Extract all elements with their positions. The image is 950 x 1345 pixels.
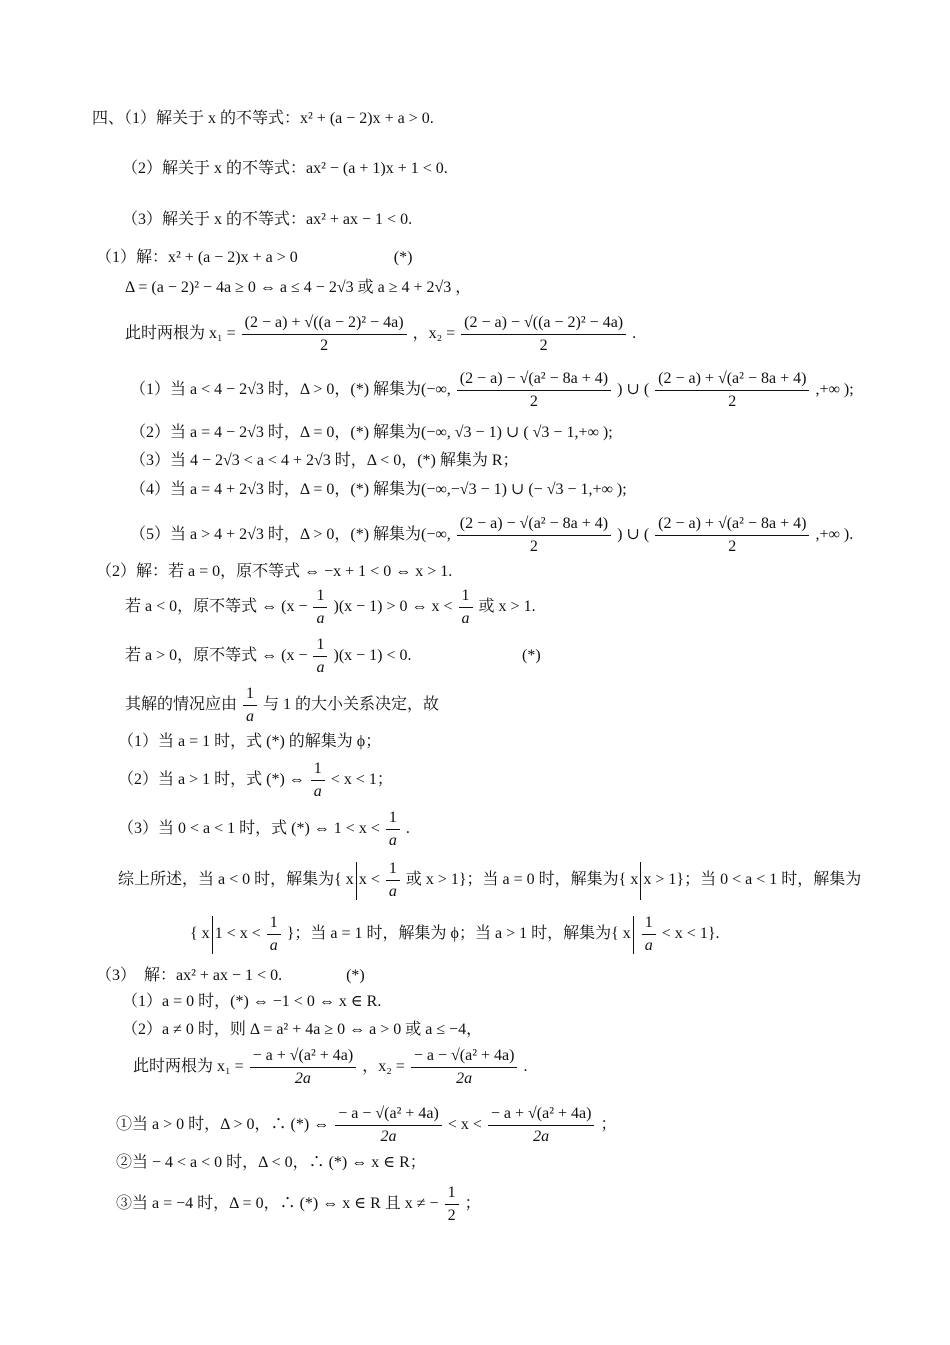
solution1-case2: （2）当 a = 4 − 2√3 时，Δ = 0，(*) 解集为(−∞, √3 − 1) ∪ ( √3 − 1,+∞ ); — [130, 424, 613, 441]
solution2-case2: （2）当 a > 1 时，式 (*) ⇔ $\frac{1}{a}$ < x < 1； — [118, 760, 393, 800]
solution1-case1: （1）当 a < 4 − 2√3 时，Δ > 0，(*) 解集为(−∞, $\frac{\text{(2 − a) − √(a² − 8a + 4)}}{2}$ ) ∪ ( $\frac{\text{(2 − a) + √(a² − 8a + 4)}}{2}$ ,+∞ ); — [130, 370, 854, 410]
solution1-roots: 此时两根为 x₁ = $\frac{\text{(2 − a) + √((a − 2)² − 4a)}}{2}$ ，x₂ = $\frac{\text{(2 − a) − √((a − 2)² − 4a)}}{2}$ . — [125, 312, 636, 357]
solution3-line1: （3） 解：ax² + ax − 1 < 0. (*) — [96, 967, 365, 984]
solution2-case3: （3）当 0 < a < 1 时，式 (*) ⇔ 1 < x < $\frac{1}{a}$ . — [118, 809, 410, 849]
problem-part-3: （3）解关于 x 的不等式：ax² + ax − 1 < 0. — [122, 211, 413, 228]
problem-heading: 四、（1）解关于 x 的不等式：x² + (a − 2)x + a > 0. — [92, 110, 434, 127]
solution2-summary2: { x 1 < x < $\frac{1}{a}$ }；当 a = 1 时，解集为 ϕ；当 a > 1 时，解集为{ x $\frac{1}{a}$ < x < 1}. — [190, 914, 720, 954]
solution1-case5: （5）当 a > 4 + 2√3 时，Δ > 0，(*) 解集为(−∞, $\frac{\text{(2 − a) − √(a² − 8a + 4)}}{2}$ ) ∪ ( $\frac{\text{(2 − a) + √(a² − 8a + 4)}}{2}$ ,+∞ ). — [130, 515, 854, 555]
root1-fraction: $\frac{\text{(2 − a) + √((a − 2)² − 4a)}}{2}$ — [242, 312, 407, 357]
solution1-case4: （4）当 a = 4 + 2√3 时，Δ = 0，(*) 解集为(−∞,−√3 − 1) ∪ (− √3 − 1,+∞ ); — [130, 481, 627, 498]
solution2-explanation: 其解的情况应由 $\frac{1}{a}$ 与 1 的大小关系决定，故 — [125, 685, 440, 725]
solution3-roots: 此时两根为 x₁ = $\frac{\text{− a + √(a² + 4a)}}{2a}$ ，x₂ = $\frac{\text{− a − √(a² + 4a)}}{2a}$ . — [133, 1047, 528, 1087]
solution3-case-nonzero: （2）a ≠ 0 时，则 Δ = a² + 4a ≥ 0 ⇔ a > 0 或 a ≤ −4， — [122, 1021, 483, 1038]
solution2-positive-a: 若 a > 0，原不等式 ⇔ (x − $\frac{1}{a}$ )(x − 1) < 0. — [125, 636, 412, 676]
solution2-negative-a: 若 a < 0，原不等式 ⇔ (x − $\frac{1}{a}$ )(x − 1) > 0 ⇔ x < $\frac{1}{a}$ 或 x > 1. — [125, 587, 536, 627]
solution1-line1: （1）解：x² + (a − 2)x + a > 0 (*) — [96, 249, 413, 266]
solution3-subcase2: ②当 − 4 < a < 0 时，Δ < 0，∴ (*) ⇔ x ∈ R； — [116, 1154, 426, 1171]
solution1-discriminant: Δ = (a − 2)² − 4a ≥ 0 ⇔ a ≤ 4 − 2√3 或 a ≥ 4 + 2√3 ， — [125, 279, 472, 296]
solution2-case1: （1）当 a = 1 时，式 (*) 的解集为 ϕ； — [118, 733, 382, 750]
solution1-case3: （3）当 4 − 2√3 < a < 4 + 2√3 时，Δ < 0，(*) 解集为 R； — [130, 452, 519, 469]
solution3-subcase1: ①当 a > 0 时，Δ > 0，∴ (*) ⇔ $\frac{\text{− a − √(a² + 4a)}}{2a}$ < x < $\frac{\text{− a + √(a² + 4a)}}{2a}$ ； — [116, 1105, 617, 1145]
solution2-line1: （2）解：若 a = 0，原不等式 ⇔ −x + 1 < 0 ⇔ x > 1. — [96, 563, 453, 580]
solution2-star: (*) — [522, 647, 541, 664]
root2-fraction: $\frac{\text{(2 − a) − √((a − 2)² − 4a)}}{2}$ — [461, 312, 626, 357]
solution3-subcase3: ③当 a = −4 时，Δ = 0，∴ (*) ⇔ x ∈ R 且 x ≠ − $\frac{1}{2}$ ； — [116, 1184, 481, 1224]
solution3-case-zero: （1）a = 0 时，(*) ⇔ −1 < 0 ⇔ x ∈ R. — [122, 993, 382, 1010]
problem-part-2: （2）解关于 x 的不等式：ax² − (a + 1)x + 1 < 0. — [122, 160, 448, 177]
solution2-summary1: 综上所述，当 a < 0 时，解集为{ x x < $\frac{1}{a}$ 或 x > 1}；当 a = 0 时，解集为{ x x > 1}；当 0 < a < 1 时，解集为 — [118, 860, 862, 900]
